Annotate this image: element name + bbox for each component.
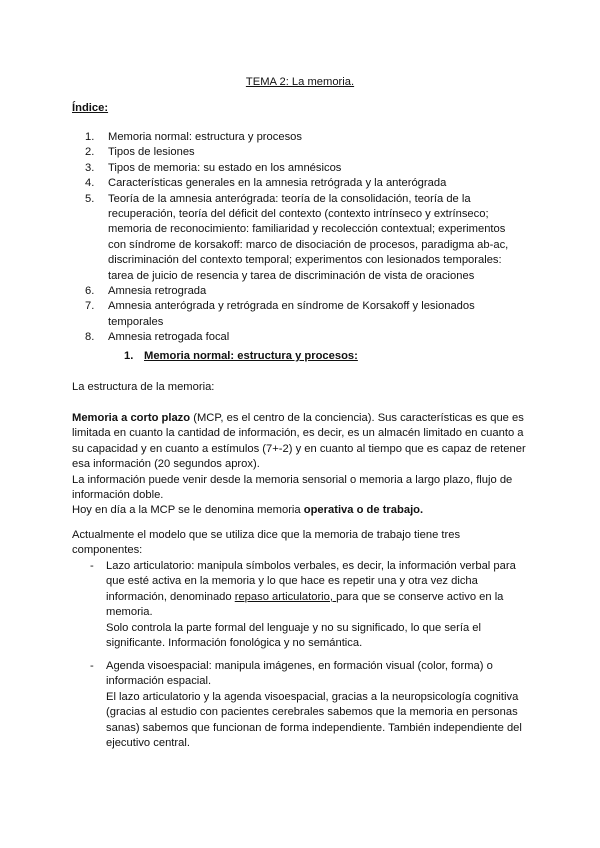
mcp-term: Memoria a corto plazo — [72, 412, 191, 424]
mcp-paragraph: Memoria a corto plazo (MCP, es el centro de la conciencia). Sus características es que es limitada en cuanto la cantidad de información, es decir, es un almacén limitado en cuanto a su capacidad y en cuanto a estímulos (7+-2) y en cuanto al tiempo que es capaz de retener esa información (20 segundos aprox). La información puede venir desde la memoria sensorial o memoria a largo plazo, flujo de información doble. Hoy en día a la MCP se le denomina memoria operativa o de trabajo. — [72, 412, 526, 517]
section-heading: 1. Memoria normal: estructura y procesos: — [124, 350, 358, 362]
index-heading: Índice: — [72, 102, 109, 114]
working-memory-term: operativa o de trabajo. — [303, 504, 424, 517]
toc-item: 4. Características generales en la amnesia retrógrada y la anterógrada — [85, 177, 447, 190]
toc-item: 6. Amnesia retrograda — [85, 285, 207, 298]
component-item: - Agenda visoespacial: manipula imágenes, en formación visual (color, forma) o información espacial. El lazo articulatorio y la agenda visoespacial, gracias a la neuropsicología cognitiva (gracias al estudio con pacientes cerebrales sabemos que la memoria en personas sanas) sabemos que funcionan de forma independiente. También independiente del ejecutivo central. — [90, 660, 522, 750]
intro-text: La estructura de la memoria: — [72, 381, 215, 393]
toc-item: 3. Tipos de memoria: su estado en los amnésicos — [85, 161, 342, 174]
table-of-contents — [85, 130, 515, 346]
component-item: - Lazo articulatorio: manipula símbolos verbales, es decir, la información verbal para que esté activa en la memoria y lo que hace es repetir una y otra vez dicha información, denominado repaso articulatorio, para que se conserve activo en la memoria. Solo controla la parte formal del lenguaje y no su significado, lo que sería el significante. Información fonológica y no semántica. — [90, 560, 516, 650]
toc-item: 2. Tipos de lesiones — [85, 146, 195, 159]
page-title: TEMA 2: La memoria. — [245, 76, 355, 88]
toc-item: 7. Amnesia anterógrada y retrógrada en síndrome de Korsakoff y lesionados temporales — [85, 300, 475, 328]
toc-item: 5. Teoría de la amnesia anterógrada: teoría de la consolidación, teoría de la recuperación, teoría del déficit del contexto (contexto intrínseco y extrínseco; memoria de reconocimiento: familiaridad y recolección contextual; experimentos con síndrome de korsakoff: marco de disociación de procesos, paradigma ab-ac, discriminación del contexto temporal; experimentos con lesionados temporales: tarea de juicio de resencia y tarea de discriminación de vista de oraciones — [85, 192, 509, 282]
toc-item: 1. Memoria normal: estructura y procesos — [85, 131, 302, 143]
toc-item: 8. Amnesia retrogada focal — [85, 331, 230, 344]
model-intro: Actualmente el modelo que se utiliza dice que la memoria de trabajo tiene tres componentes: — [72, 529, 461, 557]
